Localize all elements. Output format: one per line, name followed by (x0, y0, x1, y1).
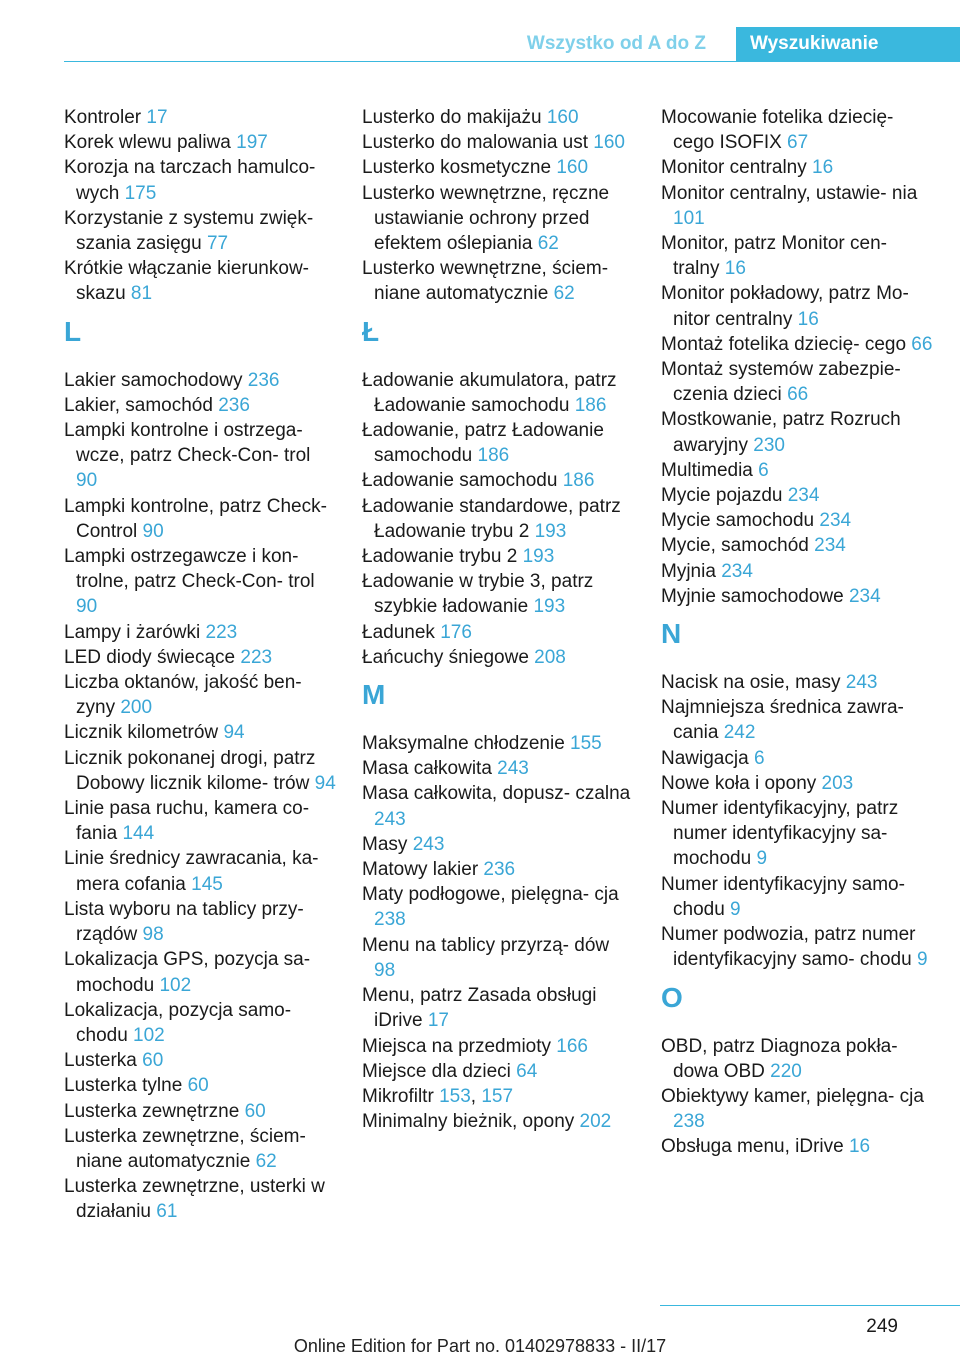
index-term: Korozja na tarczach hamulco- wych (64, 157, 316, 204)
index-term: Lusterko do makijażu (362, 107, 547, 128)
index-term: Mycie, samochód (661, 535, 815, 557)
page-reference-link[interactable]: 16 (812, 157, 834, 179)
page-reference-link[interactable]: 186 (562, 470, 595, 492)
page-reference-link[interactable]: 220 (770, 1060, 802, 1082)
page-reference-link[interactable]: 243 (497, 758, 529, 780)
page-reference-link[interactable]: 16 (848, 1136, 871, 1158)
index-entry (64, 393, 336, 418)
index-entry (661, 508, 933, 533)
index-term: Lista wyboru na tablicy przy- rządów (64, 898, 304, 946)
index-entry (64, 494, 336, 544)
index-entry (64, 1124, 336, 1174)
index-entry (64, 720, 336, 745)
index-term: Ładowanie w trybie 3, patrz szybkie ładowanie (362, 571, 594, 618)
page-reference-link[interactable]: 98 (374, 959, 396, 981)
index-term: Lokalizacja, pozycja samo- chodu (64, 999, 292, 1046)
page-reference-link[interactable]: 77 (206, 233, 229, 255)
page-reference-link[interactable]: 94 (223, 722, 245, 744)
index-term: Monitor pokładowy, patrz Mo- nitor centralny (661, 283, 909, 330)
index-entry (64, 1099, 336, 1124)
page-number: 249 (866, 1316, 898, 1337)
index-entry (362, 105, 634, 130)
page-reference-link[interactable]: 236 (247, 369, 280, 391)
index-entry (64, 796, 336, 846)
page-reference-link[interactable]: 243 (845, 672, 878, 694)
index-term: Montaż systemów zabezpie- czenia dzieci (661, 359, 901, 406)
page-reference-link[interactable]: 243 (374, 808, 406, 830)
index-term: Numer identyfikacyjny, patrz numer identyfikacyjny sa- mochodu (661, 798, 899, 870)
index-term: Mycie pojazdu (661, 485, 788, 507)
page-reference-link[interactable]: 17 (146, 107, 168, 128)
index-entry (64, 105, 336, 130)
index-entry (64, 368, 336, 393)
page-reference-link[interactable]: 102 (159, 974, 192, 996)
index-entry (362, 933, 634, 983)
page-reference-link[interactable]: 160 (546, 107, 579, 128)
index-term: Ładowanie standardowe, patrz Ładowanie trybu 2 (362, 495, 621, 542)
page-reference-link[interactable]: 6 (753, 747, 765, 769)
footer-edition: Online Edition for Part no. 01402978833 - II/17 (293, 1336, 667, 1356)
index-entry (64, 256, 336, 306)
page-reference-link[interactable]: 60 (142, 1050, 164, 1072)
index-term: Linie pasa ruchu, kamera co- fania (64, 798, 310, 845)
index-entry (661, 922, 933, 972)
page-reference-link[interactable]: 193 (533, 596, 566, 618)
index-letter-heading: Ł (362, 315, 380, 347)
index-term: Ładowanie akumulatora, patrz Ładowanie samochodu (362, 369, 617, 416)
index-entry (661, 796, 933, 872)
index-term: Lusterka (64, 1050, 143, 1072)
index-entry (661, 670, 933, 695)
page-reference-link[interactable]: 62 (553, 283, 575, 305)
index-entry (661, 695, 933, 745)
index-term: Myjnie samochodowe (661, 585, 849, 607)
index-term: Multimedia (661, 459, 759, 481)
index-entry (64, 155, 336, 205)
page-reference-link[interactable]: 200 (120, 697, 153, 719)
page-reference-link[interactable]: 230 (753, 434, 785, 456)
index-term: Lampki ostrzegawcze i kon- trolne, patrz Check-Con- trol (64, 546, 315, 593)
index-term: Liczba oktanów, jakość ben- zyny (64, 672, 302, 719)
index-entry (64, 418, 336, 494)
page-reference-link[interactable]: 202 (579, 1111, 612, 1133)
index-term: Menu na tablicy przyrzą- dów (362, 934, 610, 956)
index-term: Nawigacja (661, 747, 754, 769)
index-entry (362, 368, 634, 418)
index-entry (661, 746, 933, 771)
index-entry: Mikrofiltr 153, 157 (362, 1085, 514, 1107)
index-entry (661, 584, 933, 609)
index-entry (64, 1174, 336, 1224)
page-reference-link[interactable]: 16 (797, 308, 819, 330)
page-reference-link[interactable]: 9 (730, 898, 741, 920)
index-column-2 (362, 105, 634, 1134)
index-entry (362, 857, 634, 882)
index-term: Lampki kontrolne, patrz Check-Control (64, 495, 327, 542)
page-reference-link[interactable]: 208 (534, 646, 566, 668)
index-term: Lusterka zewnętrzne (64, 1100, 245, 1122)
index-entry (362, 130, 634, 155)
index-entry (64, 206, 336, 256)
index-entry (362, 983, 634, 1033)
page-reference-link[interactable]: 60 (244, 1100, 266, 1122)
page-reference-link[interactable]: 160 (556, 157, 589, 179)
index-entry (362, 620, 634, 645)
index-entry (661, 1034, 933, 1084)
index-letter-heading: N (661, 618, 682, 650)
page-reference-link[interactable]: 176 (440, 621, 472, 643)
index-term: Lusterko wewnętrzne, ręczne ustawianie ochrony przed efektem oślepiania (362, 182, 610, 255)
page-reference-link[interactable]: 64 (516, 1060, 538, 1082)
page-reference-link[interactable]: 197 (236, 132, 268, 154)
index-term: Masa całkowita (362, 758, 498, 780)
page-reference-link[interactable]: 238 (374, 909, 406, 931)
page-reference-link[interactable]: 186 (477, 445, 510, 467)
index-entry (64, 998, 336, 1048)
page-reference-link[interactable]: 238 (673, 1111, 705, 1133)
index-term: Lusterka zewnętrzne, ściem- niane automatycznie (64, 1125, 306, 1172)
page-reference-link[interactable]: 60 (187, 1075, 209, 1097)
index-entry (362, 756, 634, 781)
index-entry (64, 670, 336, 720)
header-tab[interactable]: Wyszukiwanie (736, 27, 960, 61)
index-term: Maksymalne chłodzenie (362, 733, 571, 755)
page-reference-link[interactable]: 236 (218, 394, 250, 416)
index-entry (362, 1059, 634, 1084)
index-entry (661, 155, 933, 180)
index-term: Mycie samochodu (661, 510, 820, 532)
page-reference-link[interactable]: 90 (76, 470, 98, 492)
index-term: Łańcuchy śniegowe (362, 646, 535, 668)
index-entry (362, 468, 634, 493)
index-term: Lusterko do malowania ust (362, 132, 594, 154)
index-term: Obsługa menu, iDrive (661, 1136, 849, 1158)
index-term: Ładowanie samochodu (362, 470, 563, 492)
page-reference-link[interactable]: 223 (205, 621, 238, 643)
index-entry (362, 256, 634, 306)
index-entry (661, 1134, 933, 1159)
index-term: Licznik kilometrów (64, 722, 224, 744)
index-term: Lampy i żarówki (64, 621, 206, 643)
index-term: Korzystanie z systemu zwięk- szania zasięgu (64, 207, 314, 255)
footer-rule (660, 1305, 960, 1306)
index-term: Lakier, samochód (64, 394, 219, 416)
index-entry (661, 105, 933, 155)
page-reference-link[interactable]: 16 (724, 258, 746, 280)
page-reference-link[interactable]: 175 (124, 182, 157, 204)
index-entry (64, 897, 336, 947)
index-entry (362, 1109, 634, 1134)
page-reference-link[interactable]: 145 (191, 873, 223, 895)
index-entry (64, 746, 336, 796)
header-section-title: Wszystko od A do Z (526, 33, 706, 54)
index-letter-heading: O (661, 981, 683, 1013)
index-entry (362, 645, 634, 670)
page-reference-link[interactable]: 236 (483, 859, 516, 881)
index-term: Montaż fotelika dziecię- cego (661, 333, 912, 355)
index-term: Linie średnicy zawracania, ka- mera cofania (64, 848, 319, 895)
page-reference-link[interactable]: 153 (439, 1085, 471, 1107)
index-term: Monitor, patrz Monitor cen- tralny (661, 233, 887, 280)
page-reference-link[interactable]: 193 (522, 546, 555, 568)
page-reference-link[interactable]: 67 (787, 132, 809, 154)
page-reference-link[interactable]: 234 (787, 485, 820, 507)
index-term: Matowy lakier (362, 859, 484, 881)
index-term: Myjnia (661, 560, 722, 582)
page-reference-link[interactable]: 186 (574, 394, 607, 416)
index-entry (661, 357, 933, 407)
page-reference-link[interactable]: 94 (314, 772, 336, 794)
index-term: Najmniejsza średnica zawra- cania (661, 697, 904, 744)
index-entry (362, 1034, 634, 1059)
index-entry (64, 846, 336, 896)
index-entry (661, 458, 933, 483)
index-entry (362, 731, 634, 756)
index-term: Minimalny bieżnik, opony (362, 1111, 580, 1133)
index-term: Lokalizacja GPS, pozycja sa- mochodu (64, 949, 311, 996)
index-column-3 (661, 105, 933, 1160)
index-entry (661, 281, 933, 331)
index-term: Ładowanie trybu 2 (362, 546, 523, 568)
index-entry (661, 559, 933, 584)
index-entry (362, 418, 634, 468)
page-header (64, 27, 960, 62)
index-term: Monitor centralny (661, 157, 813, 179)
index-entry (661, 231, 933, 281)
index-entry (362, 832, 634, 857)
index-term: Ładunek (362, 621, 441, 643)
index-term: Obiektywy kamer, pielęgna- cja (661, 1085, 924, 1107)
index-term: Ładowanie, patrz Ładowanie samochodu (362, 420, 604, 467)
page-reference-link[interactable]: 98 (142, 924, 164, 946)
page-reference-link[interactable]: 234 (814, 535, 846, 557)
page-reference-link[interactable]: 203 (821, 772, 854, 794)
index-term: Mikrofiltr (362, 1085, 440, 1107)
page-reference-link[interactable]: 101 (673, 207, 705, 229)
page-reference-link[interactable]: 157 (481, 1085, 514, 1107)
page-reference-link[interactable]: 234 (848, 585, 881, 607)
index-entry (661, 181, 933, 231)
page-reference-link[interactable]: 155 (570, 733, 602, 755)
index-entry (362, 155, 634, 180)
page-reference-link[interactable]: 243 (412, 833, 445, 855)
page-reference-link[interactable]: 166 (556, 1035, 588, 1057)
page-reference-link[interactable]: 223 (240, 646, 273, 668)
page-reference-link[interactable]: 160 (593, 132, 625, 154)
index-letter-heading: M (362, 679, 386, 711)
index-entry (661, 533, 933, 558)
page-reference-link[interactable]: 102 (133, 1024, 165, 1046)
index-term: Monitor centralny, ustawie- nia (661, 182, 918, 204)
index-entry (64, 645, 336, 670)
page-reference-link[interactable]: 144 (122, 823, 155, 845)
index-term: Nacisk na osie, masy (661, 672, 846, 694)
index-entry (362, 494, 634, 544)
index-entry (362, 882, 634, 932)
index-term: Nowe koła i opony (661, 772, 822, 794)
page-reference-link[interactable]: 62 (255, 1150, 277, 1172)
page-reference-link[interactable]: 90 (76, 596, 98, 618)
index-term: OBD, patrz Diagnoza pokła- dowa OBD (661, 1035, 898, 1082)
page-reference-link[interactable]: 9 (756, 848, 768, 870)
index-entry (661, 1084, 933, 1134)
index-column-1 (64, 105, 336, 1225)
index-term: Mocowanie fotelika dziecię- cego ISOFIX (661, 107, 894, 154)
index-entry (661, 332, 933, 357)
page-reference-link[interactable]: 17 (427, 1010, 449, 1032)
index-entry (64, 620, 336, 645)
index-entry (64, 1048, 336, 1073)
index-entry (64, 544, 336, 620)
index-term: Numer podwozia, patrz numer identyfikacyjny samo- chodu (661, 924, 917, 971)
index-entry (64, 947, 336, 997)
page-reference-link[interactable]: 234 (819, 510, 852, 532)
page-reference-link[interactable]: 81 (130, 283, 153, 305)
index-entry (64, 130, 336, 155)
index-term: Mostkowanie, patrz Rozruch awaryjny (661, 409, 901, 456)
index-entry (661, 771, 933, 796)
page-reference-link[interactable]: 6 (758, 459, 769, 481)
page-reference-link[interactable]: 193 (534, 520, 567, 542)
index-term: Licznik pokonanej drogi, patrz Dobowy licznik kilome- trów (64, 747, 316, 794)
page-reference-link[interactable]: 234 (721, 560, 753, 582)
page-reference-link[interactable]: 242 (723, 722, 756, 744)
index-entry (661, 872, 933, 922)
index-term: Lusterka tylne (64, 1075, 188, 1097)
index-entry (362, 544, 634, 569)
index-term: Masy (362, 833, 413, 855)
index-term: Menu, patrz Zasada obsługi iDrive (362, 985, 597, 1032)
index-term: Masa całkowita, dopusz- czalna (362, 783, 631, 805)
index-term: Numer identyfikacyjny samo- chodu (661, 873, 905, 920)
page-reference-link[interactable]: 66 (787, 384, 809, 406)
index-term: Krótkie włączanie kierunkow- skazu (64, 258, 309, 305)
index-term: Lakier samochodowy (64, 369, 248, 391)
index-entry (661, 407, 933, 457)
index-entry (362, 569, 634, 619)
page-reference-link[interactable]: 90 (142, 520, 164, 542)
index-entry (661, 483, 933, 508)
page-reference-link[interactable]: 61 (156, 1201, 178, 1223)
index-term: Lampki kontrolne i ostrzega- wcze, patrz Check-Con- trol (64, 420, 311, 467)
page-reference-link[interactable]: 66 (911, 333, 933, 355)
index-term: Kontroler (64, 107, 147, 128)
index-term: Miejsce dla dzieci (362, 1060, 517, 1082)
index-letter-heading: L (64, 315, 82, 347)
index-term: LED diody świecące (64, 646, 241, 668)
index-entry (362, 181, 634, 257)
page-reference-link[interactable]: 9 (916, 949, 928, 971)
index-term: Maty podłogowe, pielęgna- cja (362, 884, 619, 906)
index-term: Miejsca na przedmioty (362, 1035, 557, 1057)
index-term: Lusterko kosmetyczne (362, 157, 557, 179)
index-term: Lusterka zewnętrzne, usterki w działaniu (64, 1176, 325, 1223)
index-term: Lusterko wewnętrzne, ściem- niane automatycznie (362, 258, 609, 305)
page-reference-link[interactable]: 62 (537, 233, 559, 255)
index-entry (362, 781, 634, 831)
index-entry (64, 1073, 336, 1098)
index-term: Korek wlewu paliwa (64, 132, 237, 154)
